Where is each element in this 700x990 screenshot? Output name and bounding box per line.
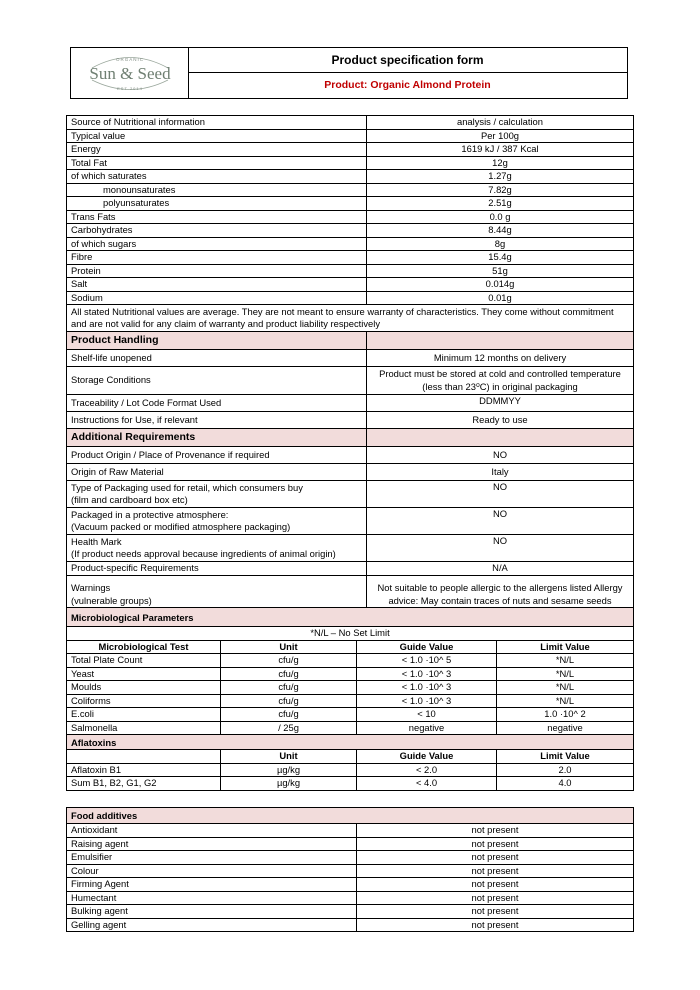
- additional-label: Product-specific Requirements: [67, 562, 367, 576]
- section-header: [67, 608, 634, 627]
- additional-row: [67, 535, 634, 562]
- svg-text:Sun & Seed: Sun & Seed: [88, 64, 171, 83]
- col-header: Microbiological Test: [67, 640, 221, 654]
- handling-value: Product must be stored at cold and controlled temperature (less than 23⁰C) in original packaging: [367, 367, 634, 395]
- nutrition-row: [67, 237, 634, 251]
- micro-test: Salmonella: [67, 721, 221, 735]
- handling-value: DDMMYY: [367, 395, 634, 412]
- nutrition-value: 51g: [367, 264, 634, 278]
- additive-label: Gelling agent: [67, 918, 357, 932]
- nutrition-value: analysis / calculation: [367, 116, 634, 130]
- nutrition-value: 12g: [367, 156, 634, 170]
- disclaimer-row: [67, 305, 634, 332]
- handling-value: Minimum 12 months on delivery: [367, 350, 634, 367]
- nutrition-label: Trans Fats: [67, 210, 367, 224]
- additional-row: [67, 447, 634, 464]
- col-header: Limit Value: [497, 750, 634, 764]
- additive-label: Humectant: [67, 891, 357, 905]
- section-fill: [367, 332, 634, 350]
- aflatoxin-name: Sum B1, B2, G1, G2: [67, 777, 221, 791]
- additive-row: [67, 851, 634, 865]
- additive-row: [67, 824, 634, 838]
- handling-row: [67, 412, 634, 429]
- nutrition-label: of which sugars: [67, 237, 367, 251]
- micro-row: [67, 654, 634, 668]
- additives-table: [66, 807, 634, 932]
- micro-guide: < 1.0 ·10^ 3: [357, 694, 497, 708]
- micro-guide: < 10: [357, 708, 497, 722]
- handling-value: Ready to use: [367, 412, 634, 429]
- micro-header-row: [67, 640, 634, 654]
- aflatoxin-unit: µg/kg: [221, 763, 357, 777]
- nutrition-label: of which saturates: [67, 170, 367, 184]
- additive-value: not present: [357, 891, 634, 905]
- micro-guide: negative: [357, 721, 497, 735]
- col-header: Unit: [221, 640, 357, 654]
- micro-row: [67, 681, 634, 695]
- nutrition-row: [67, 278, 634, 292]
- nutrition-row: [67, 116, 634, 130]
- additive-label: Raising agent: [67, 837, 357, 851]
- nutrition-value: 2.51g: [367, 197, 634, 211]
- nutrition-row: [67, 224, 634, 238]
- sun-seed-logo-icon: [78, 51, 182, 95]
- spec-header: [70, 47, 628, 99]
- handling-label: Instructions for Use, if relevant: [67, 412, 367, 429]
- nutrition-row: [67, 197, 634, 211]
- additional-label-line2: (film and cardboard box etc): [71, 494, 188, 505]
- nutrition-label: monounsaturates: [67, 183, 367, 197]
- micro-unit: cfu/g: [221, 694, 357, 708]
- nutrition-row: [67, 170, 634, 184]
- handling-label: Storage Conditions: [67, 367, 367, 395]
- micro-limit: *N/L: [497, 681, 634, 695]
- nutrition-row: [67, 183, 634, 197]
- additional-label-line1: Type of Packaging used for retail, which consumers buy: [71, 481, 303, 493]
- additive-label: Colour: [67, 864, 357, 878]
- nutrition-row: [67, 143, 634, 157]
- additive-label: Firming Agent: [67, 878, 357, 892]
- nutrition-value: 0.014g: [367, 278, 634, 292]
- spec-table: [66, 115, 634, 615]
- nutrition-row: [67, 264, 634, 278]
- nutrition-value: 15.4g: [367, 251, 634, 265]
- section-title-micro: Microbiological Parameters: [67, 608, 634, 627]
- micro-note-row: [67, 627, 634, 641]
- additional-value: N/A: [367, 562, 634, 576]
- additive-row: [67, 891, 634, 905]
- aflatoxin-limit: 2.0: [497, 763, 634, 777]
- section-title-aflatoxins: Aflatoxins: [67, 735, 634, 750]
- micro-unit: cfu/g: [221, 654, 357, 668]
- brand-logo: [71, 48, 189, 98]
- nutrition-label: Typical value: [67, 129, 367, 143]
- additive-value: not present: [357, 878, 634, 892]
- micro-guide: < 1.0 ·10^ 3: [357, 681, 497, 695]
- additive-row: [67, 878, 634, 892]
- additive-label: Bulking agent: [67, 905, 357, 919]
- additional-value: NO: [367, 481, 634, 508]
- micro-test: Moulds: [67, 681, 221, 695]
- additional-label: [67, 535, 367, 562]
- nutrition-label: Salt: [67, 278, 367, 292]
- aflatoxin-guide: < 2.0: [357, 763, 497, 777]
- nutrition-value: Per 100g: [367, 129, 634, 143]
- micro-test: Yeast: [67, 667, 221, 681]
- section-header: [67, 735, 634, 750]
- col-header: Guide Value: [357, 640, 497, 654]
- additional-label-line2: (vulnerable groups): [71, 594, 152, 606]
- micro-guide: < 1.0 ·10^ 3: [357, 667, 497, 681]
- additive-row: [67, 918, 634, 932]
- additional-value: Not suitable to people allergic to the allergens listed Allergy advice: May contain traces of nuts and sesame seeds: [367, 575, 634, 614]
- nutrition-value: 8.44g: [367, 224, 634, 238]
- micro-test: E.coli: [67, 708, 221, 722]
- handling-row: [67, 395, 634, 412]
- additional-row: [67, 481, 634, 508]
- nutrition-value: 1.27g: [367, 170, 634, 184]
- nutrition-row: [67, 156, 634, 170]
- nutrition-value: 7.82g: [367, 183, 634, 197]
- micro-limit: *N/L: [497, 694, 634, 708]
- additional-value: Italy: [367, 464, 634, 481]
- additive-value: not present: [357, 918, 634, 932]
- micro-limit: 1.0 ·10^ 2: [497, 708, 634, 722]
- nutrition-label: Energy: [67, 143, 367, 157]
- section-title-additives: Food additives: [67, 808, 634, 824]
- handling-label: Traceability / Lot Code Format Used: [67, 395, 367, 412]
- aflatoxin-header-row: [67, 750, 634, 764]
- micro-table: [66, 607, 634, 791]
- additive-value: not present: [357, 905, 634, 919]
- aflatoxin-guide: < 4.0: [357, 777, 497, 791]
- aflatoxin-name: Aflatoxin B1: [67, 763, 221, 777]
- additive-value: not present: [357, 864, 634, 878]
- additional-label-line1: Warnings: [71, 582, 111, 593]
- nutrition-value: 8g: [367, 237, 634, 251]
- additive-value: not present: [357, 851, 634, 865]
- additional-label: Product Origin / Place of Provenance if required: [67, 447, 367, 464]
- section-header: [67, 429, 634, 447]
- section-title-handling: Product Handling: [67, 332, 367, 350]
- micro-unit: cfu/g: [221, 681, 357, 695]
- nutrition-label: Protein: [67, 264, 367, 278]
- col-header: [67, 750, 221, 764]
- svg-text:ORGANIC: ORGANIC: [115, 57, 144, 62]
- micro-guide: < 1.0 ·10^ 5: [357, 654, 497, 668]
- micro-unit: cfu/g: [221, 708, 357, 722]
- nutrition-disclaimer: All stated Nutritional values are average. They are not meant to ensure warranty of characteristics. They come without commitment and are not valid for any claim of warranty and product liability respectively: [67, 305, 634, 332]
- additional-label-line1: Packaged in a protective atmosphere:: [71, 508, 229, 520]
- handling-row: [67, 367, 634, 395]
- nutrition-label: Total Fat: [67, 156, 367, 170]
- micro-unit: cfu/g: [221, 667, 357, 681]
- nutrition-row: [67, 291, 634, 305]
- additive-value: not present: [357, 824, 634, 838]
- additional-label: Origin of Raw Material: [67, 464, 367, 481]
- col-header: Unit: [221, 750, 357, 764]
- additional-value: NO: [367, 535, 634, 562]
- nutrition-label: Fibre: [67, 251, 367, 265]
- additive-row: [67, 905, 634, 919]
- nutrition-row: [67, 210, 634, 224]
- additional-label: [67, 508, 367, 535]
- additional-row: [67, 464, 634, 481]
- nutrition-label: Sodium: [67, 291, 367, 305]
- nutrition-label: polyunsaturates: [67, 197, 367, 211]
- micro-limit: *N/L: [497, 667, 634, 681]
- svg-text:EST 2014: EST 2014: [116, 86, 143, 91]
- micro-limit: *N/L: [497, 654, 634, 668]
- micro-test: Total Plate Count: [67, 654, 221, 668]
- aflatoxin-row: [67, 763, 634, 777]
- additive-row: [67, 837, 634, 851]
- additional-label-line2: (If product needs approval because ingredients of animal origin): [71, 548, 336, 559]
- aflatoxin-unit: µg/kg: [221, 777, 357, 791]
- section-header: [67, 808, 634, 824]
- nutrition-label: Source of Nutritional information: [67, 116, 367, 130]
- nutrition-value: 0.01g: [367, 291, 634, 305]
- section-header: [67, 332, 634, 350]
- col-header: Guide Value: [357, 750, 497, 764]
- additional-value: NO: [367, 447, 634, 464]
- additional-label-line2: (Vacuum packed or modified atmosphere packaging): [71, 521, 291, 532]
- additional-label-line1: Health Mark: [71, 535, 122, 547]
- col-header: Limit Value: [497, 640, 634, 654]
- nutrition-value: 0.0 g: [367, 210, 634, 224]
- aflatoxin-row: [67, 777, 634, 791]
- micro-unit: / 25g: [221, 721, 357, 735]
- micro-row: [67, 667, 634, 681]
- additional-label: [67, 481, 367, 508]
- additive-value: not present: [357, 837, 634, 851]
- section-title-additional: Additional Requirements: [67, 429, 367, 447]
- additional-row: [67, 562, 634, 576]
- micro-limit: negative: [497, 721, 634, 735]
- micro-note: *N/L – No Set Limit: [67, 627, 634, 641]
- nutrition-label: Carbohydrates: [67, 224, 367, 238]
- aflatoxin-limit: 4.0: [497, 777, 634, 791]
- additive-label: Antioxidant: [67, 824, 357, 838]
- micro-row: [67, 694, 634, 708]
- additional-row: [67, 508, 634, 535]
- micro-row: [67, 721, 634, 735]
- additive-row: [67, 864, 634, 878]
- micro-row: [67, 708, 634, 722]
- handling-label: Shelf-life unopened: [67, 350, 367, 367]
- nutrition-value: 1619 kJ / 387 Kcal: [367, 143, 634, 157]
- section-fill: [367, 429, 634, 447]
- additional-value: NO: [367, 508, 634, 535]
- additive-label: Emulsifier: [67, 851, 357, 865]
- nutrition-row: [67, 129, 634, 143]
- nutrition-row: [67, 251, 634, 265]
- form-title: Product specification form: [188, 48, 627, 73]
- micro-test: Coliforms: [67, 694, 221, 708]
- handling-row: [67, 350, 634, 367]
- product-name: Product: Organic Almond Protein: [324, 79, 491, 91]
